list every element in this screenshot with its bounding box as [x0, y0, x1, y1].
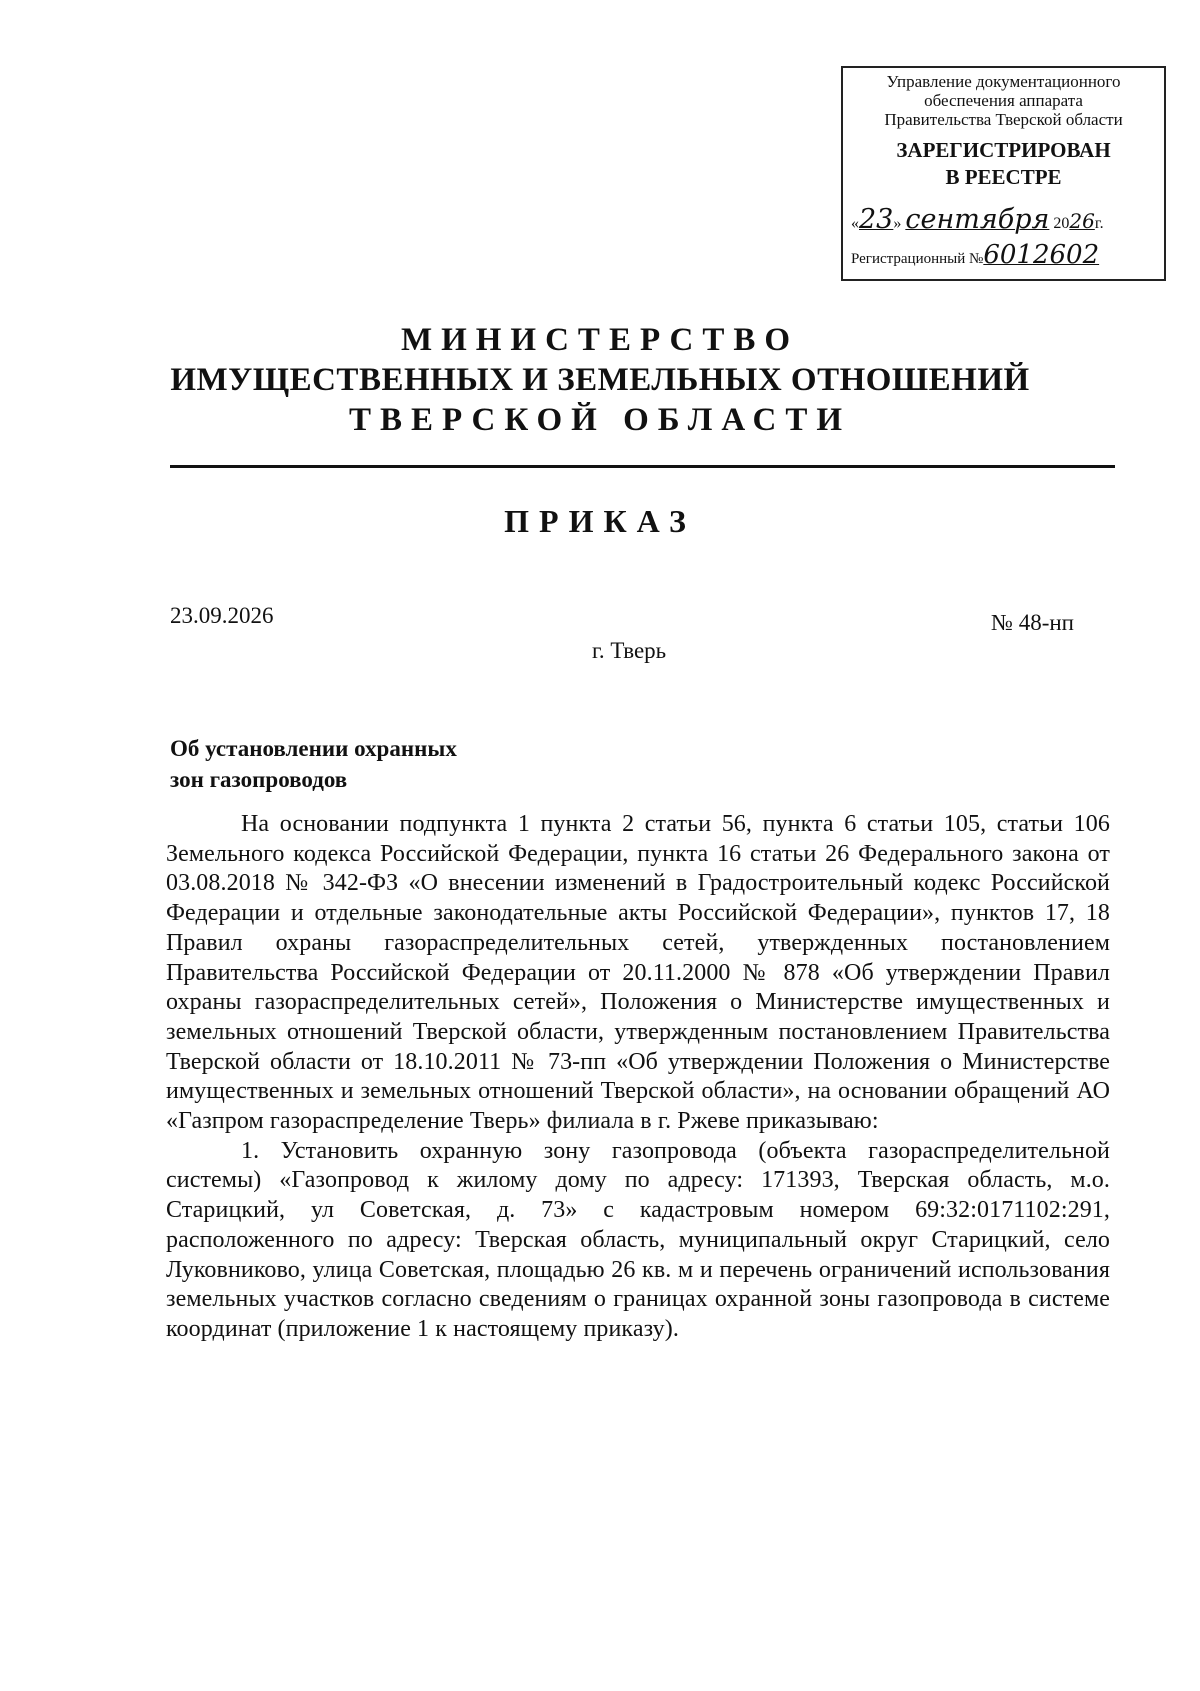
document-body	[166, 810, 1110, 1345]
document-date: 23.09.2026	[170, 603, 274, 628]
ministry-header-line: ТВЕРСКОЙ ОБЛАСТИ	[348, 402, 852, 438]
ministry-header	[0, 320, 1200, 440]
stamp-date-year-prefix: 20	[1053, 215, 1070, 232]
stamp-regno-value: 6012602	[983, 240, 1100, 270]
document-subject	[170, 733, 457, 795]
subject-line: зон газопроводов	[170, 767, 348, 792]
stamp-date-year-unit: г.	[1094, 215, 1104, 232]
stamp-regno-label: Регистрационный №	[851, 251, 984, 267]
header-divider	[170, 465, 1115, 468]
stamp-office-line: Управление документационного	[886, 72, 1121, 91]
stamp-date-close: »	[893, 215, 902, 232]
stamp-regno	[851, 240, 1166, 270]
stamp-date-day: 23	[859, 204, 894, 235]
stamp-date-open: «	[851, 215, 859, 232]
registration-stamp	[841, 66, 1166, 281]
document-type: ПРИКАЗ	[504, 503, 696, 539]
stamp-date-year-suffix: 26	[1069, 209, 1095, 233]
stamp-office	[843, 72, 1164, 129]
subject-line: Об установлении охранных	[170, 736, 457, 761]
ministry-header-line: МИНИСТЕРСТВО	[400, 322, 800, 358]
stamp-registered	[843, 137, 1164, 191]
order-item-1: 1. Установить охранную зону газопровода (объекта газораспределительной системы) «Газопровод к жилому дому по адресу: 171393, Тверская область, м.о. Старицкий, ул Советская, д. 73» с кадастровым номером 69:32:0171102:291, расположенного по адресу: Тверская область, муниципальный округ Старицкий, село Луковниково, улица Советская, площадью 26 кв. м и перечень ограничений использования земельных участков согласно сведениям о границах охранной зоны газопровода в системе координат (приложение 1 к настоящему приказу).	[166, 1137, 1110, 1342]
stamp-office-line: Правительства Тверской области	[884, 110, 1123, 129]
ministry-header-line: ИМУЩЕСТВЕННЫХ И ЗЕМЕЛЬНЫХ ОТНОШЕНИЙ	[170, 362, 1030, 398]
stamp-date-month: сентября	[905, 204, 1050, 235]
preamble-paragraph: На основании подпункта 1 пункта 2 статьи 56, пункта 6 статьи 105, статьи 106 Земельного кодекса Российской Федерации, пункта 16 статьи 26 Федерального закона от 03.08.2018 № 342-ФЗ «О внесении изменений в Градостроительный кодекс Российской Федерации и отдельные законодательные акты Российской Федерации», пунктов 17, 18 Правил охраны газораспределительных сетей, утвержденных постановлением Правительства Российской Федерации от 20.11.2000 № 878 «Об утверждении Правил охраны газораспределительных сетей», Положения о Министерстве имущественных и земельных отношений Тверской области, утвержденным постановлением Правительства Тверской области от 18.10.2011 № 73-пп «Об утверждении Положения о Министерстве имущественных и земельных отношений Тверской области», на основании обращений АО «Газпром газораспределение Тверь» филиала в г. Ржеве приказываю:	[166, 811, 1110, 1135]
stamp-registered-line: ЗАРЕГИСТРИРОВАН	[896, 138, 1111, 162]
stamp-office-line: обеспечения аппарата	[924, 91, 1083, 110]
stamp-registered-line: В РЕЕСТРЕ	[945, 165, 1062, 189]
document-number: № 48-нп	[991, 610, 1074, 635]
document-city: г. Тверь	[592, 638, 667, 663]
stamp-date	[851, 204, 1161, 235]
